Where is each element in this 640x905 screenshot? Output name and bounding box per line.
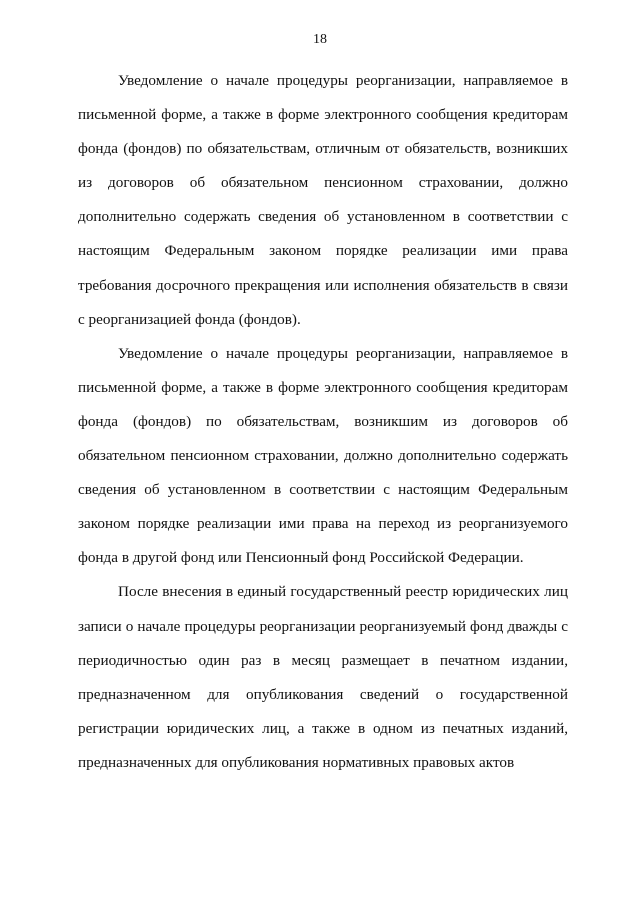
paragraph-notice-other-creditors: Уведомление о начале процедуры реорганизации, направляемое в письменной форме, а также в форме электронного сообщения кредиторам фонда (фондов) по обязательствам, отличным от обязательств, возникших из договоров об обязательном пенсионном страховании, должно дополнительно содержать сведения об установленном в соответствии с настоящим Федеральным законом порядке реализации ими права требования досрочного прекращения или исполнения обязательств в связи с реорганизацией фонда (фондов). (78, 72, 568, 328)
paragraph-notice-pension-creditors: Уведомление о начале процедуры реорганизации, направляемое в письменной форме, а также в форме электронного сообщения кредиторам фонда (фондов) по обязательствам, возникшим из договоров об обязательном пенсионном страховании, должно дополнительно содержать сведения об установленном в соответствии с настоящим Федеральным законом порядке реализации ими права на переход из реорганизуемого фонда в другой фонд или Пенсионный фонд Российской Федерации. (78, 344, 568, 567)
page-number: 18 (313, 32, 327, 47)
paragraph-registry-publication: После внесения в единый государственный реестр юридических лиц записи о начале процедуры реорганизации реорганизуемый фонд дважды с периодичностью один раз в месяц размещает в печатном издании, предназначенном для опубликования сведений о государственной регистрации юридических лиц, а также в одном из печатных изданий, предназначенных для опубликования нормативных правовых актов (78, 583, 568, 771)
document-body (78, 64, 568, 780)
